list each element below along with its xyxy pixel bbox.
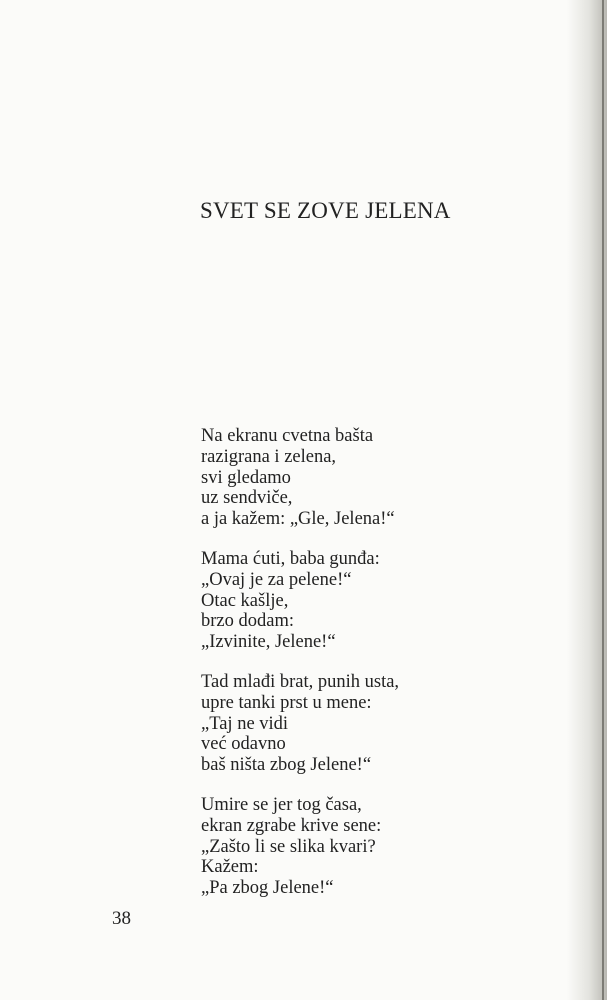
poem-line: „Ovaj je za pelene!“ [201, 569, 352, 590]
poem-line: već odavno [201, 734, 286, 755]
poem-line: ekran zgrabe krive sene: [201, 815, 382, 836]
poem-line: Otac kašlje, [201, 590, 289, 611]
spine-shadow [567, 0, 607, 1000]
page-number: 38 [112, 908, 131, 929]
poem-line: „Zašto li se slika kvari? [201, 836, 376, 857]
poem-line: „Izvinite, Jelene!“ [201, 632, 336, 653]
poem-line: Tad mlađi brat, punih usta, [201, 671, 400, 692]
poem-line: Mama ćuti, baba gunđa: [201, 548, 380, 569]
spine-edge [602, 0, 604, 1000]
poem-line: upre tanki prst u mene: [201, 692, 372, 713]
poem-line: „Pa zbog Jelene!“ [201, 878, 334, 899]
poem-line: Kažem: [201, 857, 259, 878]
poem-line: razigrana i zelena, [201, 446, 337, 467]
poem-line: uz sendviče, [201, 488, 293, 509]
stanza-3 [201, 672, 399, 776]
poem-body [201, 426, 399, 918]
poem-line: „Taj ne vidi [201, 713, 289, 734]
poem-line: Umire se jer tog časa, [201, 794, 362, 815]
poem-line: baš ništa zbog Jelene!“ [201, 755, 372, 776]
poem-line: Na ekranu cvetna bašta [201, 426, 374, 446]
poem-title: SVET SE ZOVE JELENA [200, 198, 451, 223]
poem-line: brzo dodam: [201, 611, 294, 632]
poem-line: a ja kažem: „Gle, Jelena!“ [201, 509, 395, 530]
stanza-2 [201, 549, 399, 653]
stanza-1 [201, 426, 399, 530]
poem-line: svi gledamo [201, 467, 291, 488]
stanza-4 [201, 795, 399, 899]
